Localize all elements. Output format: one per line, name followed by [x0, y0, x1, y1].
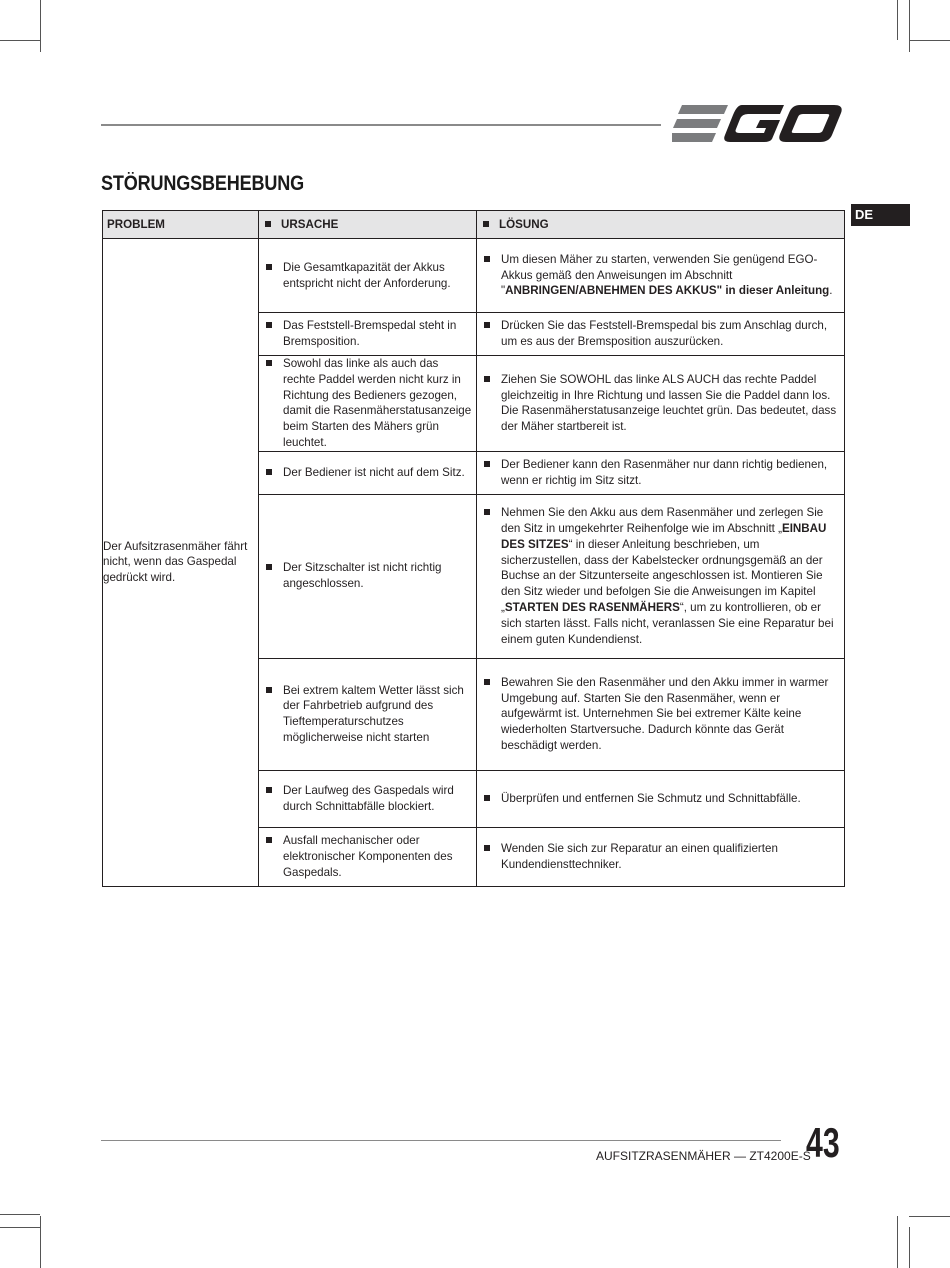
solution-text-segment: Bewahren Sie den Rasenmäher und den Akku immer in warmer Umgebung auf. Starten Sie den Rasenmäher, wenn er aufgewärmt ist. Unternehmen Sie bei extremer Kälte keine wiederholten Startversuche. Dadurch könnte das Gerät beschädigt werden.	[501, 675, 829, 752]
solution-text-segment: Der Bediener kann den Rasenmäher nur dann richtig bedienen, wenn er richtig im Sitz sitzt.	[501, 457, 828, 487]
footer-text: AUFSITZRASENMÄHER — ZT4200E-S	[596, 1149, 811, 1163]
bullet-icon	[266, 360, 272, 366]
cause-cell	[259, 313, 477, 356]
solution-text	[501, 506, 834, 645]
cause-cell	[259, 451, 477, 494]
table-row	[103, 239, 845, 313]
solution-cell	[477, 356, 845, 452]
troubleshooting-table	[102, 210, 845, 887]
header-solution: LÖSUNG	[477, 211, 845, 239]
bullet-icon	[266, 264, 272, 270]
section-title: STÖRUNGSBEHEBUNG	[101, 172, 304, 195]
cause-text: Die Gesamtkapazität der Akkus entspricht nicht der Anforderung.	[283, 260, 451, 290]
solution-text-segment: Wenden Sie sich zur Reparatur an einen qualifizierten Kundendiensttechniker.	[501, 841, 778, 871]
header-rule	[101, 124, 661, 126]
solution-text	[501, 373, 836, 433]
solution-text-segment: Um diesen Mäher zu starten, verwenden Sie genügend EGO-Akkus gemäß den Anweisungen im Abschnitt "	[501, 252, 818, 298]
bullet-icon	[484, 322, 490, 328]
solution-cell	[477, 658, 845, 770]
ego-logo	[672, 103, 844, 145]
bullet-icon	[484, 376, 490, 382]
bullet-icon	[484, 845, 490, 851]
solution-text-segment: Nehmen Sie den Akku aus dem Rasenmäher und zerlegen Sie den Sitz in umgekehrter Reihenfolge wie im Abschnitt „	[501, 506, 824, 535]
solution-text-segment: .	[829, 284, 833, 298]
bullet-icon	[484, 795, 490, 801]
solution-cell	[477, 494, 845, 658]
table-header-row	[103, 211, 845, 239]
bullet-icon	[266, 787, 272, 793]
crop-mark	[40, 1216, 41, 1268]
solution-text	[501, 319, 827, 348]
cause-text: Der Bediener ist nicht auf dem Sitz.	[283, 465, 465, 479]
bullet-icon	[266, 469, 272, 475]
bullet-icon	[266, 322, 272, 328]
cause-cell	[259, 494, 477, 658]
cause-cell	[259, 658, 477, 770]
cause-text: Sowohl das linke als auch das rechte Paddel werden nicht kurz in Richtung des Bedieners gezogen, damit die Rasenmäherstatusanzeige beim Starten des Mähers grün leuchtet.	[283, 357, 472, 449]
cause-text: Ausfall mechanischer oder elektronischer Komponenten des Gaspedals.	[283, 834, 453, 879]
crop-mark	[909, 40, 950, 41]
footer-rule	[101, 1140, 781, 1141]
bullet-icon	[265, 221, 271, 227]
language-tab: DE	[851, 204, 910, 226]
bullet-icon	[266, 687, 272, 693]
bullet-icon	[483, 221, 489, 227]
bullet-icon	[266, 564, 272, 570]
crop-mark	[0, 1227, 40, 1228]
solution-cell	[477, 827, 845, 886]
solution-cell	[477, 451, 845, 494]
solution-cell	[477, 770, 845, 827]
solution-text	[501, 676, 828, 752]
solution-text	[501, 253, 833, 298]
solution-text	[501, 792, 801, 805]
cause-text: Der Sitzschalter ist nicht richtig angeschlossen.	[283, 561, 442, 591]
cause-cell	[259, 770, 477, 827]
solution-text-segment: Drücken Sie das Feststell-Bremspedal bis zum Anschlag durch, um es aus der Bremsposition auszurücken.	[501, 319, 828, 348]
problem-cell: Der Aufsitzrasenmäher fährt nicht, wenn das Gaspedal gedrückt wird.	[103, 239, 259, 887]
crop-mark	[0, 1214, 40, 1215]
bullet-icon	[266, 837, 272, 843]
bullet-icon	[484, 256, 490, 262]
crop-mark	[897, 0, 898, 40]
crop-mark	[909, 1216, 950, 1217]
crop-mark	[0, 40, 40, 41]
cause-text: Das Feststell-Bremspedal steht in Bremsposition.	[283, 319, 457, 348]
bullet-icon	[484, 679, 490, 685]
header-cause: URSACHE	[259, 211, 477, 239]
solution-bold-reference: STARTEN DES RASENMÄHERS	[504, 600, 680, 614]
solution-text-segment: Überprüfen und entfernen Sie Schmutz und Schnittabfälle.	[501, 791, 801, 805]
crop-mark	[40, 0, 41, 52]
solution-bold-reference: EINBAU DES SITZES	[501, 521, 827, 551]
cause-text: Der Laufweg des Gaspedals wird durch Schnittabfälle blockiert.	[283, 783, 454, 813]
solution-text-segment: “ in dieser Anleitung beschrieben, um sicherzustellen, dass der Kabelstecker ordnungsgemäß an der Buchse an der Sitzunterseite angeschlossen ist. Montieren Sie den Sitz wieder und befolgen Sie die Anweisungen im Kapitel „	[501, 537, 823, 614]
solution-cell	[477, 313, 845, 356]
solution-text	[501, 842, 778, 871]
cause-cell	[259, 239, 477, 313]
header-problem: PROBLEM	[103, 211, 259, 239]
solution-bold-reference: ANBRINGEN/ABNEHMEN DES AKKUS" in dieser Anleitung	[505, 284, 830, 298]
solution-text-segment: “, um zu kontrollieren, ob er sich starten lässt. Falls nicht, veranlassen Sie eine Reparatur bei einem guten Kundendienst.	[501, 600, 834, 646]
cause-text: Bei extrem kaltem Wetter lässt sich der Fahrbetrieb aufgrund des Tieftemperaturschutzes möglicherweise nicht starten	[283, 683, 464, 745]
page-number: 43	[806, 1119, 840, 1166]
bullet-icon	[484, 461, 490, 467]
cause-cell	[259, 356, 477, 452]
bullet-icon	[484, 509, 490, 515]
crop-mark	[909, 0, 910, 52]
solution-text-segment: Ziehen Sie SOWOHL das linke ALS AUCH das rechte Paddel gleichzeitig in Ihre Richtung und lassen Sie die Paddel dann los. Die Rasenmäherstatusanzeige leuchtet grün. Das bedeutet, dass der Mäher startbereit ist.	[501, 372, 837, 434]
solution-text	[501, 458, 827, 487]
solution-cell	[477, 239, 845, 313]
cause-cell	[259, 827, 477, 886]
crop-mark	[909, 1227, 910, 1268]
crop-mark	[897, 1216, 898, 1268]
